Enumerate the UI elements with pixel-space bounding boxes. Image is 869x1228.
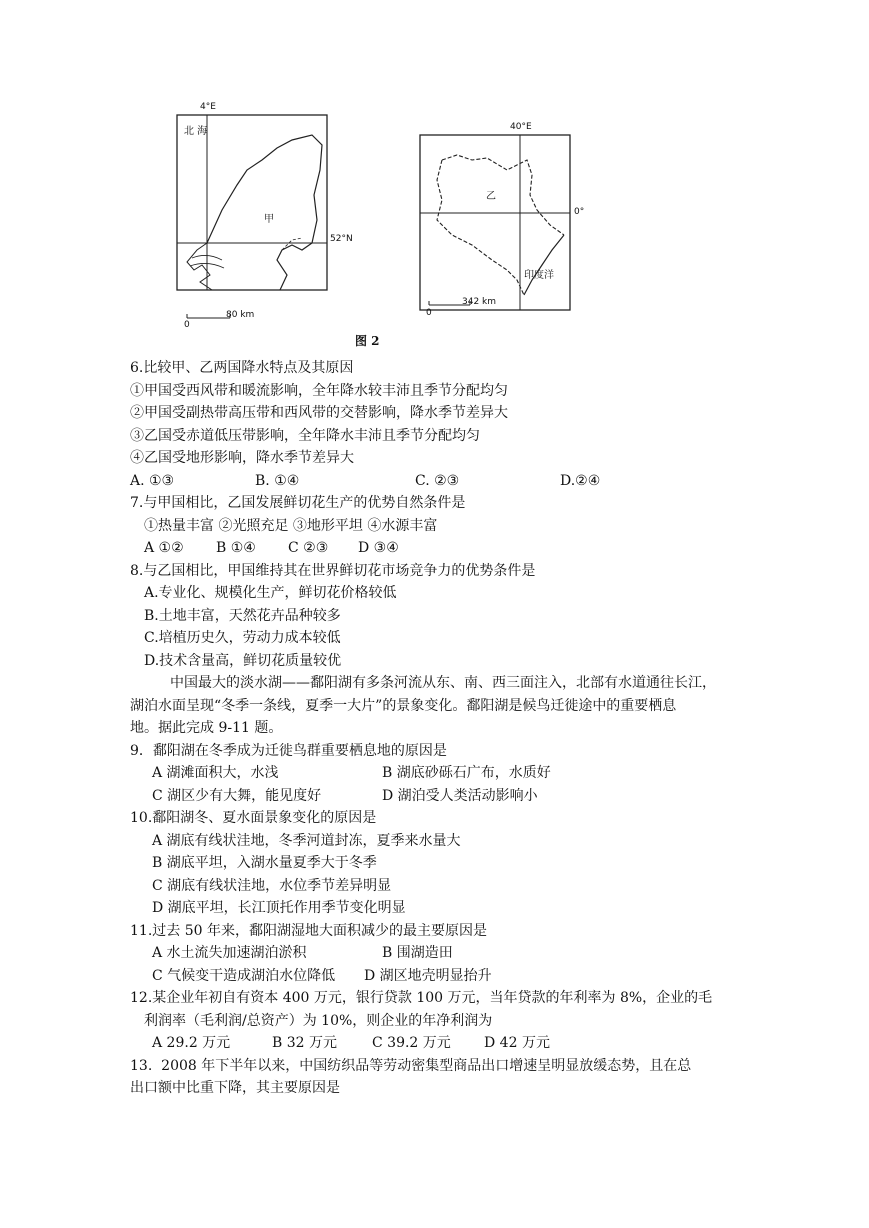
q6-stem: 6.比较甲、乙两国降水特点及其原因	[130, 360, 354, 376]
q7-option-d: D ③④	[358, 540, 399, 556]
q7-option-b: B ①④	[216, 540, 256, 556]
q6-options	[130, 470, 750, 493]
q9-option-c: C 湖区少有大舞，能见度好	[152, 787, 322, 804]
q10-option-a: A 湖底有线状洼地，冬季河道封冻，夏季来水量大	[152, 832, 461, 849]
q6-option-a: A. ①③	[130, 472, 175, 489]
left-map-scale-zero: 0	[184, 320, 190, 330]
q12-option-c: C 39.2 万元	[372, 1035, 451, 1051]
q13-stem-line-1: 13. 2008 年下半年以来，中国纺织品等劳动密集型商品出口增速呈明显放缓态势，且在总	[130, 1057, 692, 1074]
q6-option-b: B. ①④	[255, 472, 300, 489]
q6-item-3: ③乙国受赤道低压带影响，全年降水丰沛且季节分配均匀	[130, 427, 480, 444]
q9-options-row-2	[130, 785, 750, 808]
right-map-lon-label: 40°E	[510, 122, 532, 132]
q9-stem: 9．鄱阳湖在冬季成为迁徙鸟群重要栖息地的原因是	[130, 742, 447, 759]
q6-option-d: D.②④	[560, 472, 601, 489]
left-map-scale-label: 80 km	[226, 310, 255, 320]
q9-option-a: A 湖滩面积大，水浅	[152, 765, 279, 781]
passage-line-3: 地。据此完成 9-11 题。	[130, 720, 283, 736]
question-text	[130, 357, 750, 1100]
left-map-lon-label: 4°E	[200, 102, 216, 112]
right-map	[420, 135, 570, 310]
left-map-country-label: 甲	[264, 214, 274, 225]
q12-stem-line-2: 利润率（毛利润/总资产）为 10%，则企业的年净利润为	[144, 1012, 493, 1029]
left-map-sea-label: 北 海	[184, 126, 208, 137]
q13-stem-line-2: 出口额中比重下降，其主要原因是	[130, 1080, 340, 1096]
q6-item-4: ④乙国受地形影响，降水季节差异大	[130, 450, 354, 466]
q8-option-c: C.培植历史久，劳动力成本较低	[144, 630, 341, 646]
q12-option-a: A 29.2 万元	[152, 1035, 231, 1051]
passage-line-1: 中国最大的淡水湖——鄱阳湖有多条河流从东、南、西三面注入，北部有水道通往长江，	[170, 675, 716, 691]
q7-option-a: A ①②	[144, 540, 184, 556]
q10-option-b: B 湖底平坦，入湖水量夏季大于冬季	[152, 855, 377, 871]
q11-options-row-1	[130, 942, 750, 965]
q12-options	[130, 1032, 750, 1055]
q11-option-b: B 围湖造田	[382, 945, 453, 961]
q12-stem-line-1: 12.某企业年初自有资本 400 万元，银行贷款 100 万元，当年贷款的年利率为 8%，企业的毛	[130, 990, 713, 1006]
figure-2	[152, 100, 752, 355]
q6-option-c: C. ②③	[415, 472, 460, 489]
q8-stem: 8.与乙国相比，甲国维持其在世界鲜切花市场竞争力的优势条件是	[130, 562, 536, 579]
q11-stem: 11.过去 50 年来，鄱阳湖湿地大面积减少的最主要原因是	[130, 922, 487, 939]
right-map-scale-zero: 0	[426, 308, 432, 318]
q7-items: ①热量丰富 ②光照充足 ③地形平坦 ④水源丰富	[144, 517, 438, 534]
q10-stem: 10.鄱阳湖冬、夏水面景象变化的原因是	[130, 810, 377, 826]
figure-caption: 图 2	[355, 334, 380, 348]
q11-option-a: A 水土流失加速湖泊淤积	[152, 945, 307, 961]
right-map-ocean-label: 印度洋	[524, 270, 554, 281]
q8-option-d: D.技术含量高，鲜切花质量较优	[144, 652, 342, 669]
q7-options	[130, 537, 750, 560]
q10-option-d: D 湖底平坦，长江顶托作用季节变化明显	[152, 900, 406, 916]
passage-line-2: 湖泊水面呈现“冬季一条线，夏季一大片”的景象变化。鄱阳湖是候鸟迁徙途中的重要栖息	[130, 697, 677, 714]
q11-option-d: D 湖区地壳明显抬升	[364, 967, 492, 984]
q10-option-c: C 湖底有线状洼地，水位季节差异明显	[152, 877, 392, 894]
q8-option-a: A.专业化、规模化生产，鲜切花价格较低	[144, 585, 397, 601]
q11-options-row-2	[130, 965, 750, 988]
q6-item-2: ②甲国受副热带高压带和西风带的交替影响，降水季节差异大	[130, 405, 508, 421]
q6-item-1: ①甲国受西风带和暖流影响，全年降水较丰沛且季节分配均匀	[130, 382, 508, 399]
q12-option-d: D 42 万元	[484, 1035, 550, 1051]
left-map	[177, 115, 327, 318]
q7-stem: 7.与甲国相比，乙国发展鲜切花生产的优势自然条件是	[130, 495, 466, 511]
q12-option-b: B 32 万元	[272, 1035, 338, 1051]
right-map-country-label: 乙	[486, 191, 496, 202]
right-map-scale-label: 342 km	[462, 297, 497, 307]
left-map-lat-label: 52°N	[330, 234, 353, 244]
q9-option-d: D 湖泊受人类活动影响小	[382, 787, 538, 804]
q9-option-b: B 湖底砂砾石广布，水质好	[382, 765, 551, 781]
q11-option-c: C 气候变干造成湖泊水位降低	[152, 967, 336, 984]
q8-option-b: B.土地丰富，天然花卉品种较多	[144, 607, 341, 624]
right-map-lat-label: 0°	[574, 207, 585, 217]
q9-options-row-1	[130, 762, 750, 785]
q7-option-c: C ②③	[288, 540, 329, 556]
